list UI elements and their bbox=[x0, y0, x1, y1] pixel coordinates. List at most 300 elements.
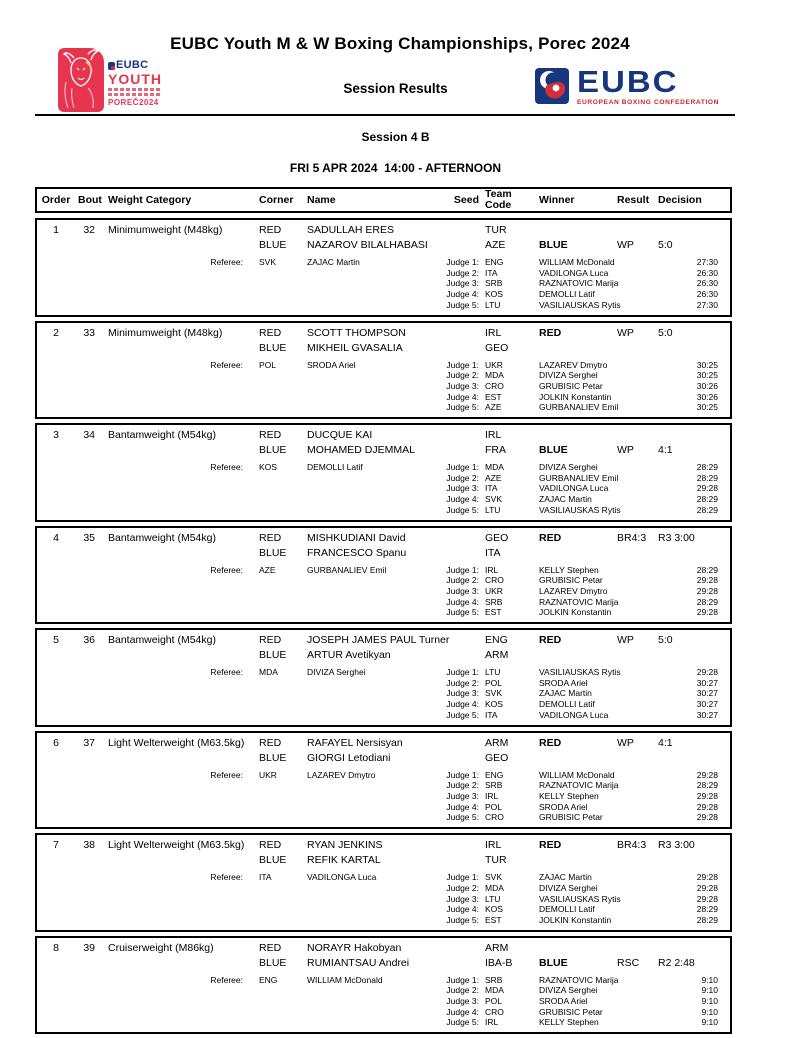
decision-red bbox=[647, 941, 730, 956]
page-subtitle: Session Results bbox=[343, 81, 448, 96]
judge-name: VASILIAUSKAS Rytis bbox=[539, 893, 621, 904]
referee-name bbox=[289, 791, 435, 802]
referee-label bbox=[37, 812, 243, 823]
winner-red: RED bbox=[539, 736, 562, 749]
judge-name: RAZNATOVIC Marija bbox=[539, 596, 619, 607]
judge-country: ITA bbox=[485, 709, 498, 720]
referee-label bbox=[37, 710, 243, 721]
blue-boxer-name: ARTUR Avetikyan bbox=[307, 649, 391, 662]
judge-label: Judge 2: bbox=[446, 882, 479, 893]
red-team-code: IRL bbox=[485, 839, 502, 852]
referee-country bbox=[243, 586, 289, 597]
judge-label: Judge 4: bbox=[446, 801, 479, 812]
referee-name bbox=[289, 278, 435, 289]
result-blue bbox=[609, 546, 647, 561]
judge-score: 28:29 bbox=[696, 472, 718, 483]
judge-name: KELLY Stephen bbox=[539, 1017, 599, 1028]
referee-name bbox=[289, 915, 435, 926]
judge-label: Judge 5: bbox=[446, 914, 479, 925]
judge-label: Judge 2: bbox=[446, 472, 479, 483]
red-team-code: GEO bbox=[485, 531, 509, 544]
judge-name: GURBANALIEV Emil bbox=[539, 472, 619, 483]
referee-label bbox=[37, 915, 243, 926]
referee-country bbox=[243, 985, 289, 996]
bout-order: 5 bbox=[53, 634, 59, 647]
winner-red bbox=[531, 223, 609, 238]
judge-score: 26:30 bbox=[696, 278, 718, 289]
referee-country: ITA bbox=[259, 872, 272, 883]
red-corner-row bbox=[37, 736, 730, 751]
col-header-bout: Bout bbox=[78, 193, 102, 206]
judge-country: ENG bbox=[485, 769, 504, 780]
judge-score: 29:28 bbox=[696, 882, 718, 893]
judge-country: POL bbox=[485, 801, 503, 812]
result-blue bbox=[609, 751, 647, 766]
judge-score: 29:28 bbox=[696, 893, 718, 904]
judge-label: Judge 5: bbox=[446, 812, 479, 823]
referee-name bbox=[289, 370, 435, 381]
referee-label bbox=[37, 473, 243, 484]
blue-corner-label: BLUE bbox=[259, 751, 287, 764]
judge-label: Judge 5: bbox=[446, 504, 479, 515]
judge-country: LTU bbox=[485, 299, 501, 310]
blue-corner-label: BLUE bbox=[259, 649, 287, 662]
judge-row bbox=[37, 678, 730, 689]
red-team-code: TUR bbox=[485, 224, 507, 236]
judge-score: 29:28 bbox=[696, 769, 718, 780]
blue-corner-label: BLUE bbox=[259, 854, 287, 867]
judge-score: 28:29 bbox=[696, 596, 718, 607]
referee-label bbox=[37, 780, 243, 791]
referee-country bbox=[243, 473, 289, 484]
referee-country: SVK bbox=[259, 257, 277, 267]
referee-label: Referee: bbox=[210, 462, 243, 473]
result-red bbox=[609, 223, 647, 238]
referee-label bbox=[37, 370, 243, 381]
referee-country bbox=[243, 392, 289, 403]
judge-label: Judge 4: bbox=[446, 289, 479, 300]
referee-country bbox=[243, 915, 289, 926]
red-boxer-name: RAFAYEL Nersisyan bbox=[307, 736, 403, 749]
bout-number: 34 bbox=[83, 429, 95, 442]
judge-label: Judge 5: bbox=[446, 1017, 479, 1028]
judge-row bbox=[37, 791, 730, 802]
red-boxer-name: NORAYR Hakobyan bbox=[307, 941, 402, 954]
judge-row bbox=[37, 505, 730, 516]
judge-name: VADILONGA Luca bbox=[539, 709, 609, 720]
result-red: WP bbox=[617, 634, 634, 647]
judge-name: VASILIAUSKAS Rytis bbox=[539, 299, 621, 310]
blue-team-code: GEO bbox=[485, 341, 509, 354]
judge-name: VASILIAUSKAS Rytis bbox=[539, 667, 621, 678]
decision-red: R3 3:00 bbox=[658, 839, 695, 852]
judge-country: IRL bbox=[485, 564, 499, 575]
winner-blue bbox=[531, 853, 609, 868]
referee-label bbox=[37, 289, 243, 300]
judge-row bbox=[37, 894, 730, 905]
referee-name: SRODA Ariel bbox=[307, 359, 356, 370]
blue-corner-label: BLUE bbox=[259, 341, 287, 354]
winner-blue bbox=[531, 751, 609, 766]
judge-country: LTU bbox=[485, 504, 501, 515]
weight-category: Minimumweight (M48kg) bbox=[108, 224, 223, 236]
judge-row bbox=[37, 494, 730, 505]
red-seed bbox=[435, 428, 479, 443]
judge-name: GRUBISIC Petar bbox=[539, 812, 603, 823]
referee-name bbox=[289, 300, 435, 311]
judge-row bbox=[37, 402, 730, 413]
judge-score: 30:27 bbox=[696, 709, 718, 720]
judge-name: RAZNATOVIC Marija bbox=[539, 780, 619, 791]
referee-name bbox=[289, 883, 435, 894]
referee-name bbox=[289, 597, 435, 608]
referee-country bbox=[243, 699, 289, 710]
judge-country: ITA bbox=[485, 267, 498, 278]
judge-name: GURBANALIEV Emil bbox=[539, 402, 619, 413]
judge-label: Judge 2: bbox=[446, 370, 479, 381]
judge-name: ZAJAC Martin bbox=[539, 494, 592, 505]
blue-team-code: GEO bbox=[485, 751, 509, 764]
referee-name bbox=[289, 505, 435, 516]
judge-row bbox=[37, 586, 730, 597]
judge-name: WILLIAM McDonald bbox=[539, 257, 615, 267]
red-team-code: IRL bbox=[485, 326, 502, 339]
referee-name bbox=[289, 494, 435, 505]
judge-label: Judge 1: bbox=[446, 359, 479, 370]
red-boxer-name: SADULLAH ERES bbox=[307, 224, 394, 236]
judge-score: 9:10 bbox=[701, 974, 718, 985]
judge-row bbox=[37, 278, 730, 289]
judge-country: IRL bbox=[485, 1017, 499, 1028]
referee-label bbox=[37, 278, 243, 289]
weight-category: Bantamweight (M54kg) bbox=[108, 531, 216, 544]
judge-country: AZE bbox=[485, 402, 502, 413]
red-team-code: ARM bbox=[485, 941, 509, 954]
judge-country: SRB bbox=[485, 780, 503, 791]
judge-name: VADILONGA Luca bbox=[539, 267, 609, 278]
judge-name: SRODA Ariel bbox=[539, 677, 588, 688]
judge-name: VADILONGA Luca bbox=[539, 483, 609, 494]
judge-label: Judge 4: bbox=[446, 494, 479, 505]
judge-row bbox=[37, 462, 730, 473]
referee-name bbox=[289, 392, 435, 403]
referee-label bbox=[37, 688, 243, 699]
result-blue bbox=[609, 648, 647, 663]
bout-order: 3 bbox=[53, 429, 59, 442]
judge-name: WILLIAM McDonald bbox=[539, 769, 615, 780]
decision-blue bbox=[647, 751, 730, 766]
judge-country: ENG bbox=[485, 257, 504, 267]
judge-label: Judge 4: bbox=[446, 1006, 479, 1017]
judge-label: Judge 1: bbox=[446, 667, 479, 678]
officials-rows bbox=[37, 872, 730, 926]
decision-red: 4:1 bbox=[658, 736, 673, 749]
judge-label: Judge 2: bbox=[446, 267, 479, 278]
winner-blue: BLUE bbox=[539, 444, 568, 457]
referee-label bbox=[37, 268, 243, 279]
judge-label: Judge 5: bbox=[446, 299, 479, 310]
judge-row bbox=[37, 667, 730, 678]
weight-category: Bantamweight (M54kg) bbox=[108, 634, 216, 647]
referee-label: Referee: bbox=[210, 872, 243, 883]
judge-country: MDA bbox=[485, 882, 504, 893]
decision-red: 5:0 bbox=[658, 634, 673, 647]
blue-seed bbox=[435, 751, 479, 766]
judge-score: 30:25 bbox=[696, 402, 718, 413]
judge-label: Judge 2: bbox=[446, 575, 479, 586]
judge-score: 30:25 bbox=[696, 359, 718, 370]
blue-corner-row bbox=[37, 238, 730, 253]
referee-country bbox=[243, 505, 289, 516]
referee-label bbox=[37, 1007, 243, 1018]
red-boxer-name: SCOTT THOMPSON bbox=[307, 326, 406, 339]
winner-blue: BLUE bbox=[539, 956, 568, 969]
blue-boxer-name: FRANCESCO Spanu bbox=[307, 546, 407, 559]
referee-label bbox=[37, 381, 243, 392]
judge-row bbox=[37, 370, 730, 381]
referee-country bbox=[243, 812, 289, 823]
red-corner-row bbox=[37, 428, 730, 443]
decision-red: R3 3:00 bbox=[658, 531, 695, 544]
judge-country: LTU bbox=[485, 667, 501, 678]
red-boxer-name: RYAN JENKINS bbox=[307, 839, 383, 852]
referee-label bbox=[37, 392, 243, 403]
officials-rows bbox=[37, 462, 730, 516]
referee-label bbox=[37, 894, 243, 905]
bout-result-box bbox=[35, 423, 732, 522]
judge-score: 30:27 bbox=[696, 699, 718, 710]
referee-name bbox=[289, 289, 435, 300]
red-corner-label: RED bbox=[259, 326, 282, 339]
judge-country: CRO bbox=[485, 812, 504, 823]
col-header-weight: Weight Category bbox=[108, 193, 192, 206]
decision-blue bbox=[647, 341, 730, 356]
judge-score: 28:29 bbox=[696, 504, 718, 515]
judge-score: 29:28 bbox=[696, 667, 718, 678]
judge-row bbox=[37, 1007, 730, 1018]
referee-country bbox=[243, 370, 289, 381]
judge-score: 28:29 bbox=[696, 780, 718, 791]
judge-country: KOS bbox=[485, 289, 503, 300]
blue-corner-row bbox=[37, 648, 730, 663]
red-team-code: ENG bbox=[485, 634, 508, 647]
judge-row bbox=[37, 300, 730, 311]
red-seed bbox=[435, 941, 479, 956]
referee-label bbox=[37, 802, 243, 813]
judge-label: Judge 1: bbox=[446, 257, 479, 267]
judge-country: SVK bbox=[485, 494, 503, 505]
judge-label: Judge 1: bbox=[446, 462, 479, 473]
judge-row bbox=[37, 710, 730, 721]
referee-name bbox=[289, 381, 435, 392]
judge-country: UKR bbox=[485, 585, 503, 596]
judge-country: UKR bbox=[485, 359, 503, 370]
officials-rows bbox=[37, 667, 730, 721]
judge-score: 28:29 bbox=[696, 494, 718, 505]
red-seed bbox=[435, 736, 479, 751]
judge-label: Judge 2: bbox=[446, 780, 479, 791]
judge-country: SVK bbox=[485, 688, 503, 699]
judge-country: EST bbox=[485, 391, 502, 402]
referee-label: Referee: bbox=[210, 667, 243, 678]
session-datetime: FRI 5 APR 2024 14:00 - AFTERNOON bbox=[289, 161, 502, 175]
result-blue: WP bbox=[617, 444, 634, 457]
blue-seed bbox=[435, 341, 479, 356]
judge-name: DEMOLLI Latif bbox=[539, 699, 595, 710]
blue-corner-row bbox=[37, 751, 730, 766]
bout-order: 1 bbox=[53, 224, 59, 236]
red-corner-label: RED bbox=[259, 736, 282, 749]
judge-score: 28:29 bbox=[696, 914, 718, 925]
referee-name: DEMOLLI Latif bbox=[307, 462, 363, 473]
judge-label: Judge 3: bbox=[446, 585, 479, 596]
blue-seed bbox=[435, 956, 479, 971]
referee-country bbox=[243, 1007, 289, 1018]
referee-country bbox=[243, 996, 289, 1007]
judge-country: POL bbox=[485, 677, 503, 688]
judge-name: ZAJAC Martin bbox=[539, 872, 592, 883]
red-seed bbox=[435, 326, 479, 341]
judge-country: KOS bbox=[485, 904, 503, 915]
judge-country: CRO bbox=[485, 1006, 504, 1017]
referee-name bbox=[289, 780, 435, 791]
referee-country bbox=[243, 402, 289, 413]
blue-boxer-name: REFIK KARTAL bbox=[307, 854, 381, 867]
judge-score: 28:29 bbox=[696, 462, 718, 473]
referee-label bbox=[37, 678, 243, 689]
referee-country bbox=[243, 268, 289, 279]
judge-name: SRODA Ariel bbox=[539, 801, 588, 812]
judge-label: Judge 1: bbox=[446, 564, 479, 575]
judge-name: RAZNATOVIC Marija bbox=[539, 278, 619, 289]
weight-category: Cruiserweight (M86kg) bbox=[108, 941, 214, 954]
judge-country: POL bbox=[485, 996, 503, 1007]
col-header-corner: Corner bbox=[259, 193, 294, 206]
red-seed bbox=[435, 223, 479, 238]
winner-blue bbox=[531, 546, 609, 561]
referee-name bbox=[289, 985, 435, 996]
bout-order: 8 bbox=[53, 941, 59, 954]
judge-label: Judge 4: bbox=[446, 596, 479, 607]
referee-country bbox=[243, 597, 289, 608]
judge-score: 30:27 bbox=[696, 688, 718, 699]
judge-row bbox=[37, 688, 730, 699]
judge-row bbox=[37, 257, 730, 268]
blue-boxer-name: MOHAMED DJEMMAL bbox=[307, 444, 415, 457]
referee-name bbox=[289, 586, 435, 597]
col-header-seed: Seed bbox=[453, 193, 479, 206]
bout-number: 39 bbox=[83, 941, 95, 954]
judge-score: 9:10 bbox=[701, 1006, 718, 1017]
judge-row bbox=[37, 770, 730, 781]
referee-label bbox=[37, 575, 243, 586]
bout-result-box bbox=[35, 628, 732, 727]
judge-label: Judge 5: bbox=[446, 709, 479, 720]
judge-country: MDA bbox=[485, 370, 504, 381]
judge-row bbox=[37, 289, 730, 300]
referee-name bbox=[289, 1017, 435, 1028]
referee-name bbox=[289, 402, 435, 413]
judge-label: Judge 2: bbox=[446, 985, 479, 996]
judge-score: 29:28 bbox=[696, 872, 718, 883]
bout-result-box bbox=[35, 526, 732, 625]
referee-name bbox=[289, 575, 435, 586]
referee-label bbox=[37, 904, 243, 915]
referee-label bbox=[37, 791, 243, 802]
referee-name bbox=[289, 904, 435, 915]
blue-corner-label: BLUE bbox=[259, 239, 287, 251]
decision-blue bbox=[647, 546, 730, 561]
referee-label bbox=[37, 402, 243, 413]
officials-rows bbox=[37, 770, 730, 824]
bout-order: 7 bbox=[53, 839, 59, 852]
winner-red bbox=[531, 428, 609, 443]
decision-blue: 5:0 bbox=[658, 239, 673, 251]
col-header-team-code: Team Code bbox=[485, 188, 512, 211]
judge-row bbox=[37, 360, 730, 371]
result-red bbox=[609, 941, 647, 956]
judge-country: MDA bbox=[485, 985, 504, 996]
referee-name bbox=[289, 607, 435, 618]
red-boxer-name: MISHKUDIANI David bbox=[307, 531, 406, 544]
weight-category: Light Welterweight (M63.5kg) bbox=[108, 736, 245, 749]
bout-number: 38 bbox=[83, 839, 95, 852]
officials-rows bbox=[37, 257, 730, 311]
referee-country bbox=[243, 289, 289, 300]
referee-country bbox=[243, 780, 289, 791]
judge-score: 9:10 bbox=[701, 996, 718, 1007]
referee-name bbox=[289, 699, 435, 710]
judge-label: Judge 3: bbox=[446, 688, 479, 699]
blue-corner-label: BLUE bbox=[259, 956, 287, 969]
judge-row bbox=[37, 699, 730, 710]
judge-score: 30:27 bbox=[696, 677, 718, 688]
blue-team-code: ARM bbox=[485, 649, 509, 662]
bout-order: 2 bbox=[53, 326, 59, 339]
referee-label: Referee: bbox=[210, 257, 243, 267]
decision-blue bbox=[647, 853, 730, 868]
left-logo-porec: POREČ2024 bbox=[108, 98, 159, 107]
judge-country: SRB bbox=[485, 596, 503, 607]
referee-name: WILLIAM McDonald bbox=[307, 974, 383, 985]
referee-country bbox=[243, 791, 289, 802]
result-blue bbox=[609, 341, 647, 356]
referee-country: MDA bbox=[259, 667, 278, 678]
referee-label: Referee: bbox=[210, 769, 243, 780]
referee-label bbox=[37, 586, 243, 597]
judge-name: LAZAREV Dmytro bbox=[539, 359, 608, 370]
decision-red: 5:0 bbox=[658, 326, 673, 339]
red-corner-row bbox=[37, 326, 730, 341]
referee-country bbox=[243, 678, 289, 689]
referee-country bbox=[243, 494, 289, 505]
judge-row bbox=[37, 872, 730, 883]
officials-rows bbox=[37, 565, 730, 619]
judge-score: 27:30 bbox=[696, 257, 718, 267]
winner-red: RED bbox=[539, 839, 562, 852]
referee-label bbox=[37, 985, 243, 996]
referee-country bbox=[243, 607, 289, 618]
judge-name: GRUBISIC Petar bbox=[539, 380, 603, 391]
judge-label: Judge 3: bbox=[446, 380, 479, 391]
judge-name: JOLKIN Konstantin bbox=[539, 391, 612, 402]
referee-name bbox=[289, 483, 435, 494]
referee-label bbox=[37, 483, 243, 494]
judge-label: Judge 5: bbox=[446, 607, 479, 618]
referee-name bbox=[289, 812, 435, 823]
eubc-logo-wordmark: EUBC bbox=[577, 64, 679, 99]
referee-country bbox=[243, 894, 289, 905]
